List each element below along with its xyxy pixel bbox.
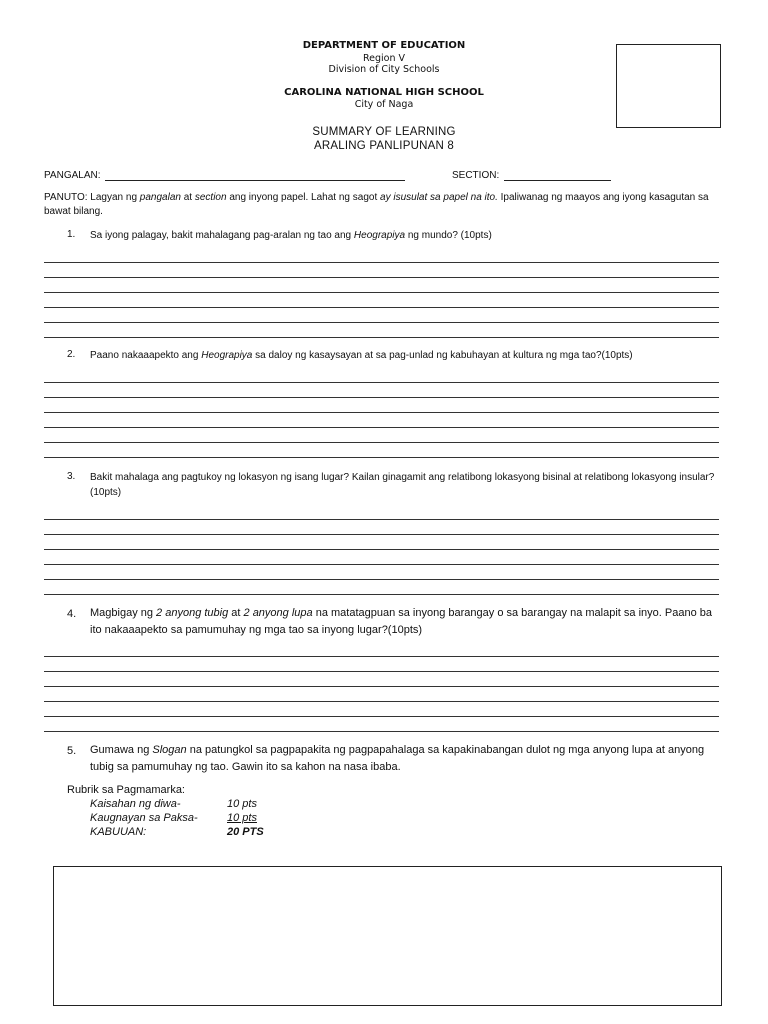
answer-line[interactable]: [44, 337, 719, 338]
question-5-part: Gumawa ng: [90, 744, 153, 756]
document-title: SUMMARY OF LEARNING: [312, 126, 456, 138]
name-field[interactable]: [105, 180, 405, 181]
question-5-number: 5.: [67, 745, 77, 757]
answer-line[interactable]: [44, 457, 719, 458]
instructions-emphasis: ay isusulat sa papel na ito.: [380, 192, 498, 203]
question-4-part: at: [228, 607, 244, 619]
division-label: Division of City Schools: [328, 64, 440, 75]
question-1-text: [90, 228, 720, 243]
city-label: City of Naga: [354, 99, 414, 110]
answer-line[interactable]: [44, 716, 719, 717]
question-5-text: [90, 742, 722, 776]
question-3-text: Bakit mahalaga ang pagtukoy ng lokasyon ng isang lugar? Kailan ginagamit ang relatibong lokasyong bisinal at relatibong lokasyong insular?(10pts): [90, 472, 715, 498]
answer-line[interactable]: [44, 427, 719, 428]
answer-line[interactable]: [44, 292, 719, 293]
subject-title: ARALING PANLIPUNAN 8: [314, 140, 454, 152]
rubric-row-value: 10 pts: [227, 798, 257, 810]
question-3-number: 3.: [67, 471, 76, 482]
answer-line[interactable]: [44, 412, 719, 413]
question-2-part: sa daloy ng kasaysayan at sa pag-unlad ng kabuhayan at kultura ng mga tao?(10pts): [252, 350, 633, 361]
answer-line[interactable]: [44, 307, 719, 308]
answer-line[interactable]: [44, 397, 719, 398]
question-5-emphasis: Slogan: [152, 744, 187, 756]
rubric-title: Rubrik sa Pagmamarka:: [67, 784, 185, 796]
answer-line[interactable]: [44, 322, 719, 323]
rubric-total-value: 20 PTS: [227, 826, 264, 838]
answer-line[interactable]: [44, 686, 719, 687]
slogan-answer-box[interactable]: [53, 866, 722, 1006]
instructions-text: PANUTO: Lagyan ng: [44, 192, 140, 203]
question-2-text: [90, 348, 720, 363]
question-2-part: Paano nakaaapekto ang: [90, 350, 202, 361]
question-1-emphasis: Heograpiya: [353, 230, 406, 241]
rubric-row-label: Kaisahan ng diwa-: [90, 798, 181, 810]
instructions-emphasis: pangalan: [139, 192, 181, 203]
question-4-text: [90, 605, 722, 639]
question-1-number: 1.: [67, 229, 76, 240]
instructions: [44, 191, 724, 219]
section-label: SECTION:: [452, 170, 500, 181]
instructions-text: Ipaliwanag ng maayos ang iyong kasagutan sa bawat bilang.: [44, 192, 709, 217]
answer-line[interactable]: [44, 579, 719, 580]
answer-line[interactable]: [44, 731, 719, 732]
question-4-number: 4.: [67, 608, 77, 620]
photo-box[interactable]: [616, 44, 721, 128]
question-4-part: Magbigay ng: [90, 607, 157, 619]
question-2-emphasis: Heograpiya: [201, 350, 253, 361]
question-4-part: na matatagpuan sa inyong barangay o sa barangay na malapit sa inyo. Paano ba ito nakaaapekto sa pamumuhay ng mga tao sa inyong lugar?(10pts): [90, 607, 712, 636]
answer-line[interactable]: [44, 594, 719, 595]
answer-line[interactable]: [44, 262, 719, 263]
answer-line[interactable]: [44, 564, 719, 565]
question-1-part: ng mundo? (10pts): [405, 230, 492, 241]
answer-line[interactable]: [44, 519, 719, 520]
question-5-part: na patungkol sa pagpapakita ng pagpapahalaga sa kapakinabangan dulot ng mga anyong lupa at anyong tubig sa pamumuhay ng tao. Gawin ito sa kahon na nasa ibaba.: [90, 744, 705, 773]
answer-line[interactable]: [44, 701, 719, 702]
answer-line[interactable]: [44, 549, 719, 550]
school-name: CAROLINA NATIONAL HIGH SCHOOL: [284, 87, 484, 98]
instructions-text: at: [180, 192, 195, 203]
instructions-emphasis: section: [194, 192, 227, 203]
answer-line[interactable]: [44, 534, 719, 535]
question-2-number: 2.: [67, 349, 76, 360]
answer-line[interactable]: [44, 382, 719, 383]
answer-line[interactable]: [44, 656, 719, 657]
question-4-emphasis: 2 anyong lupa: [243, 607, 313, 619]
question-4-emphasis: 2 anyong tubig: [156, 607, 229, 619]
answer-line[interactable]: [44, 277, 719, 278]
section-field[interactable]: [504, 180, 611, 181]
department-heading: DEPARTMENT OF EDUCATION: [302, 40, 466, 51]
rubric-row-label: Kaugnayan sa Paksa-: [90, 812, 198, 824]
question-1-part: Sa iyong palagay, bakit mahalagang pag-aralan ng tao ang: [90, 230, 354, 241]
answer-line[interactable]: [44, 442, 719, 443]
rubric-total-label: KABUUAN:: [90, 826, 147, 838]
name-label: PANGALAN:: [44, 170, 101, 181]
region-label: Region V: [362, 53, 406, 64]
instructions-text: ang inyong papel. Lahat ng sagot: [226, 192, 381, 203]
rubric-row-value: 10 pts: [227, 812, 257, 824]
answer-line[interactable]: [44, 671, 719, 672]
